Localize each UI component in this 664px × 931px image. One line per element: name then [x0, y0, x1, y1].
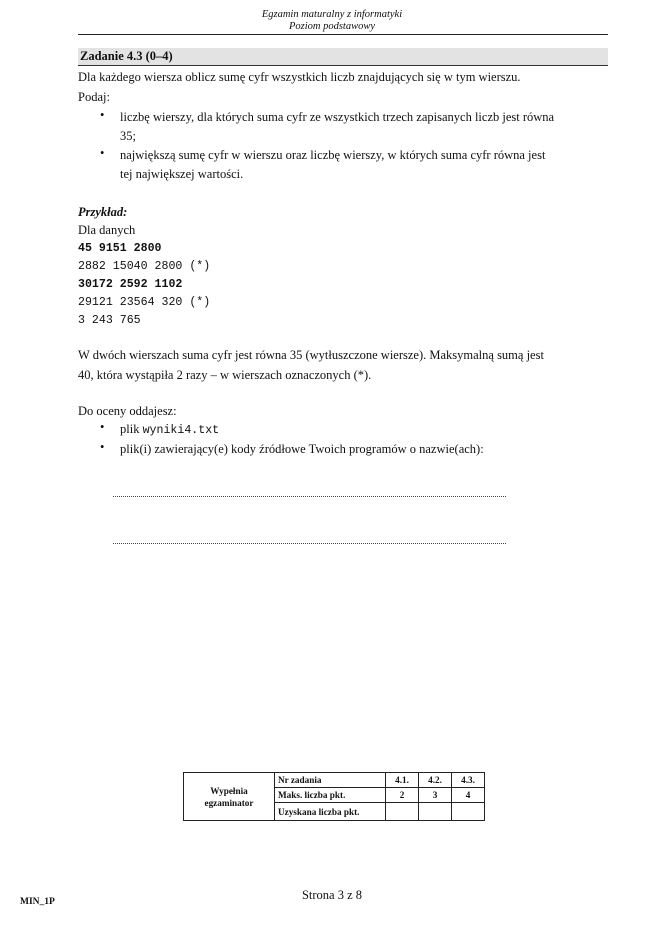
- obtained-points-cell[interactable]: [452, 803, 485, 821]
- example-row: 29121 23564 320 (*): [78, 296, 211, 309]
- header-rule: [78, 34, 608, 35]
- bullet-dot: •: [100, 420, 105, 434]
- examiner-label-line1: Wypełnia: [210, 785, 248, 796]
- submission-item-1: [120, 420, 219, 440]
- submission-label: Do oceny oddajesz:: [78, 404, 177, 418]
- task-number-cell: 4.1.: [386, 773, 419, 788]
- bullet-dot: •: [100, 146, 105, 160]
- task-number-cell: 4.2.: [419, 773, 452, 788]
- submission-item-2: plik(i) zawierający(e) kody źródłowe Twoich programów o nazwie(ach):: [120, 442, 484, 456]
- example-heading: Przykład:: [78, 205, 128, 219]
- bullet-2-line2: tej największej wartości.: [120, 167, 244, 181]
- task-intro-line1: Dla każdego wiersza oblicz sumę cyfr wszystkich liczb znajdujących się w tym wierszu.: [78, 70, 521, 84]
- task-title: Zadanie 4.3 (0–4): [80, 49, 173, 63]
- max-points-cell: 4: [452, 788, 485, 803]
- exam-code: MIN_1P: [20, 897, 55, 907]
- bullet-dot: •: [100, 108, 105, 122]
- answer-line-1[interactable]: [113, 496, 506, 497]
- obtained-points-cell[interactable]: [419, 803, 452, 821]
- task-number-cell: 4.3.: [452, 773, 485, 788]
- explanation-line1: W dwóch wierszach suma cyfr jest równa 35 (wytłuszczone wiersze). Maksymalną sumą jest: [78, 348, 544, 362]
- examiner-cell: [184, 773, 275, 821]
- score-table: [183, 772, 485, 821]
- row-label-task-number: Nr zadania: [275, 773, 386, 788]
- example-row: 30172 2592 1102: [78, 278, 183, 291]
- obtained-points-cell[interactable]: [386, 803, 419, 821]
- page-number: Strona 3 z 8: [301, 888, 363, 902]
- task-intro-line2: Podaj:: [78, 90, 110, 104]
- example-row: 2882 15040 2800 (*): [78, 260, 211, 273]
- exam-title: Egzamin maturalny z informatyki: [261, 9, 403, 20]
- bullet-2-line1: największą sumę cyfr w wierszu oraz liczbę wierszy, w których suma cyfr równa jest: [120, 148, 546, 162]
- max-points-cell: 2: [386, 788, 419, 803]
- row-label-max-points: Maks. liczba pkt.: [275, 788, 386, 803]
- task-title-bar: [78, 48, 608, 66]
- explanation-line2: 40, która wystąpiła 2 razy – w wierszach oznaczonych (*).: [78, 368, 372, 382]
- bullet-1-line2: 35;: [120, 129, 136, 143]
- max-points-cell: 3: [419, 788, 452, 803]
- page-header: [0, 9, 664, 33]
- answer-line-2[interactable]: [113, 543, 506, 544]
- submission-item-1-prefix: plik: [120, 422, 140, 436]
- row-label-obtained-points: Uzyskana liczba pkt.: [275, 803, 386, 821]
- exam-level: Poziom podstawowy: [288, 21, 376, 32]
- bullet-1-line1: liczbę wierszy, dla których suma cyfr ze wszystkich trzech zapisanych liczb jest równa: [120, 110, 555, 124]
- examiner-label-line2: egzaminator: [204, 797, 254, 808]
- bullet-dot: •: [100, 440, 105, 454]
- example-row: 3 243 765: [78, 314, 141, 327]
- example-row: 45 9151 2800: [78, 242, 162, 255]
- example-data-label: Dla danych: [78, 223, 136, 237]
- result-filename: wyniki4.txt: [142, 424, 220, 437]
